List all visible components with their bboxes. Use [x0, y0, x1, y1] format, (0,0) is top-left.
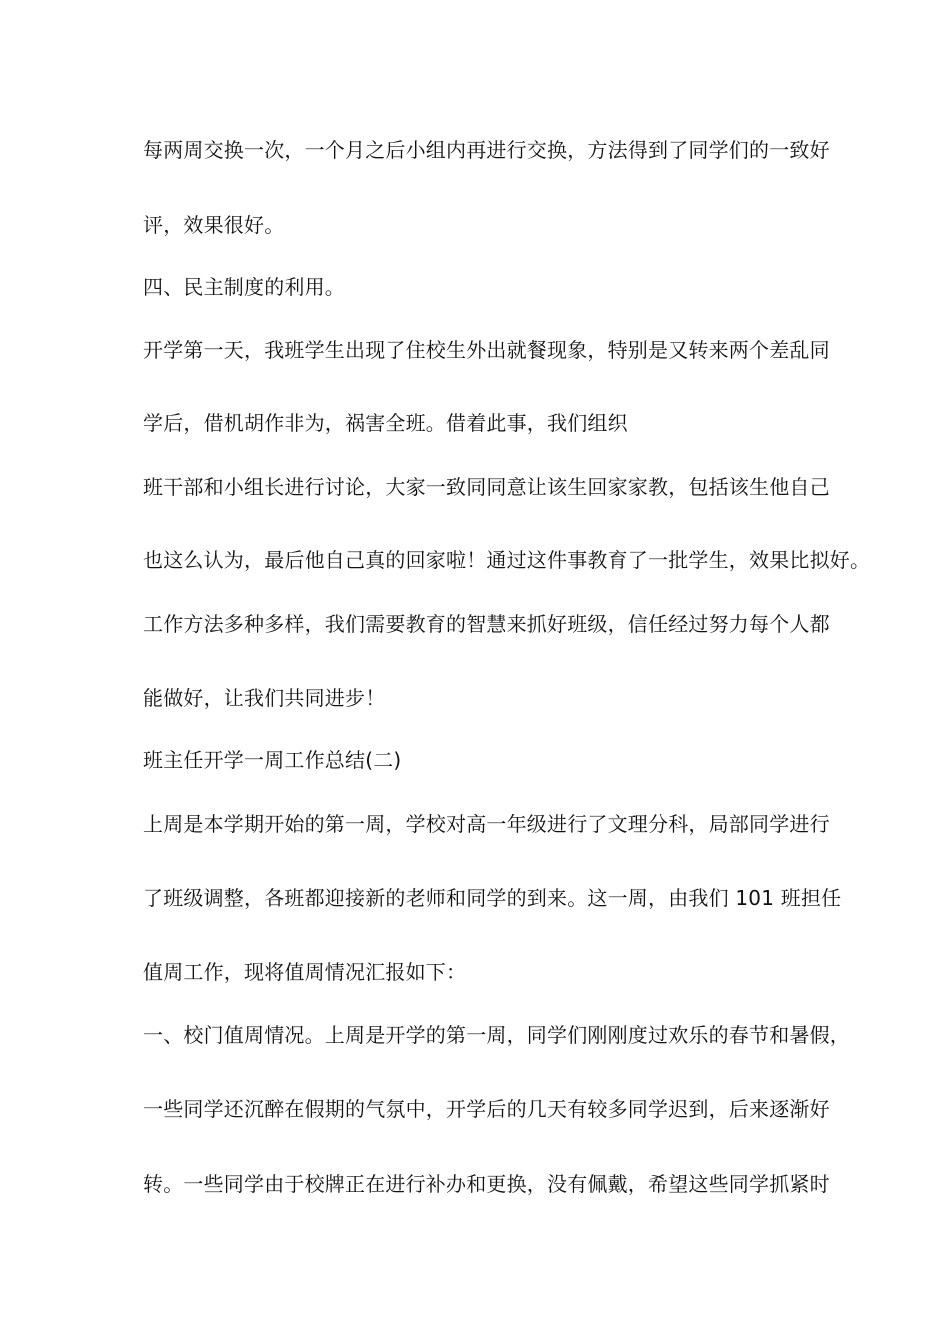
text-line: 工作方法多种多样，我们需要教育的智慧来抓好班级，信任经过努力每个人都 [143, 612, 830, 636]
text-line: 学后，借机胡作非为，祸害全班。借着此事，我们组织 [143, 411, 628, 435]
text-line: 转。一些同学由于校牌正在进行补办和更换，没有佩戴，希望这些同学抓紧时 [143, 1172, 830, 1196]
text-line: 一些同学还沉醉在假期的气氛中，开学后的几天有较多同学迟到，后来逐渐好 [143, 1097, 830, 1121]
text-line: 了班级调整，各班都迎接新的老师和同学的到来。这一周，由我们 101 班担任 [143, 886, 842, 910]
section-heading: 四、民主制度的利用。 [143, 275, 345, 299]
text-line: 开学第一天，我班学生出现了住校生外出就餐现象，特别是又转来两个差乱同 [143, 338, 830, 362]
text-line: 一、校门值周情况。上周是开学的第一周，同学们刚刚度过欢乐的春节和暑假， [143, 1023, 850, 1047]
text-line: 评，效果很好。 [143, 213, 285, 237]
document-subtitle: 班主任开学一周工作总结(二) [143, 748, 402, 772]
text-line: 班干部和小组长进行讨论，大家一致同同意让该生回家家教，包括该生他自己 [143, 475, 830, 499]
text-line: 每两周交换一次，一个月之后小组内再进行交换，方法得到了同学们的一致好 [143, 138, 830, 162]
text-line: 上周是本学期开始的第一周，学校对高一年级进行了文理分科，局部同学进行 [143, 812, 830, 836]
text-line: 值周工作，现将值周情况汇报如下： [143, 960, 467, 984]
text-line: 也这么认为，最后他自己真的回家啦！通过这件事教育了一批学生，效果比拟好。 [143, 548, 871, 572]
text-line: 能做好，让我们共同进步！ [143, 686, 386, 710]
